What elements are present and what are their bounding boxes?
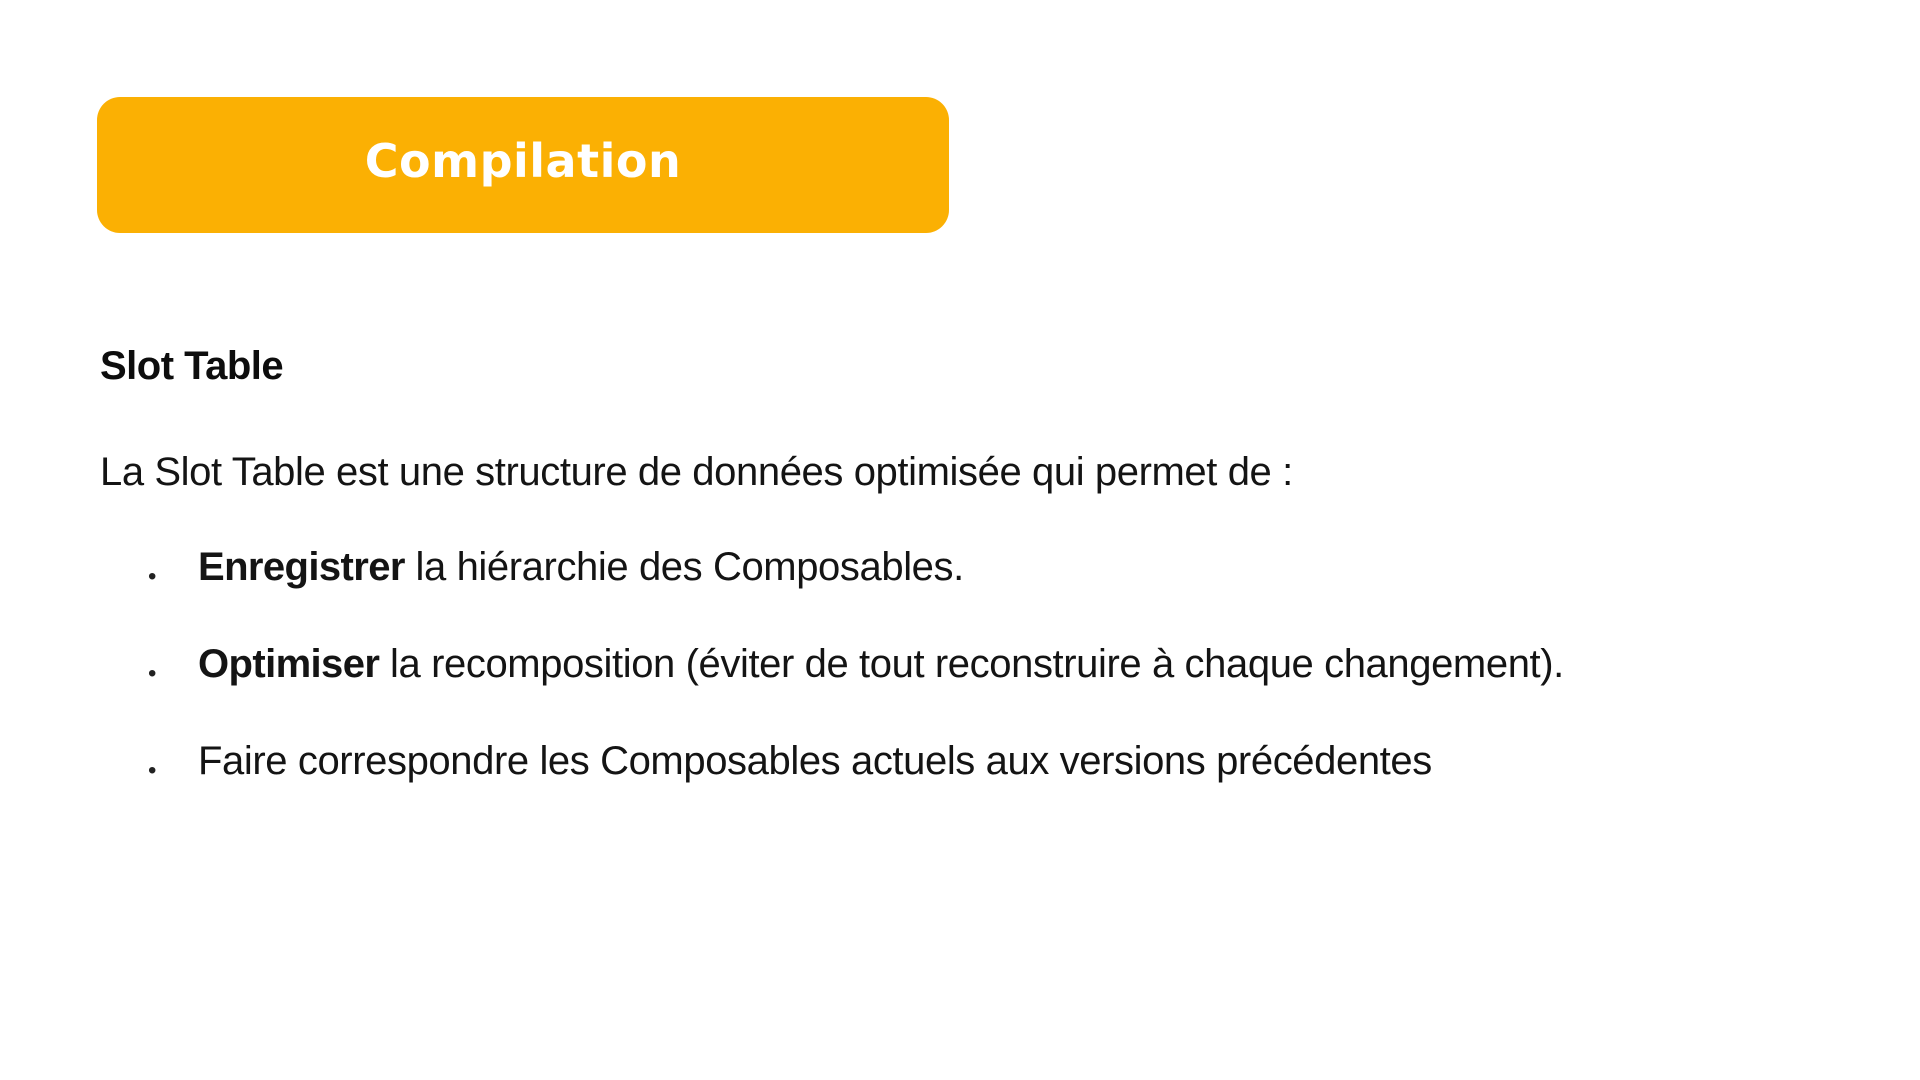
bullet-dot-icon: • [148,660,157,687]
bullet-strong-text: Enregistrer [198,545,405,589]
bullet-body-text: Faire correspondre les Composables actuels aux versions précédentes [198,739,1432,783]
bullet-dot-icon: • [148,563,157,590]
bullet-body-text: la hiérarchie des Composables. [404,545,964,589]
section-heading: Slot Table [100,344,284,388]
bullet-body-text: la recomposition (éviter de tout reconstruire à chaque changement). [379,642,1564,686]
intro-text: La Slot Table est une structure de données optimisée qui permet de : [100,450,1293,494]
bullet-strong-text: Optimiser [198,642,380,686]
bullet-text [198,739,1432,784]
slide-title: Compilation [364,134,682,188]
bullet-dot-icon: • [148,757,157,784]
bullet-text [198,545,964,590]
title-banner [98,98,948,232]
bullet-text [198,642,1564,687]
